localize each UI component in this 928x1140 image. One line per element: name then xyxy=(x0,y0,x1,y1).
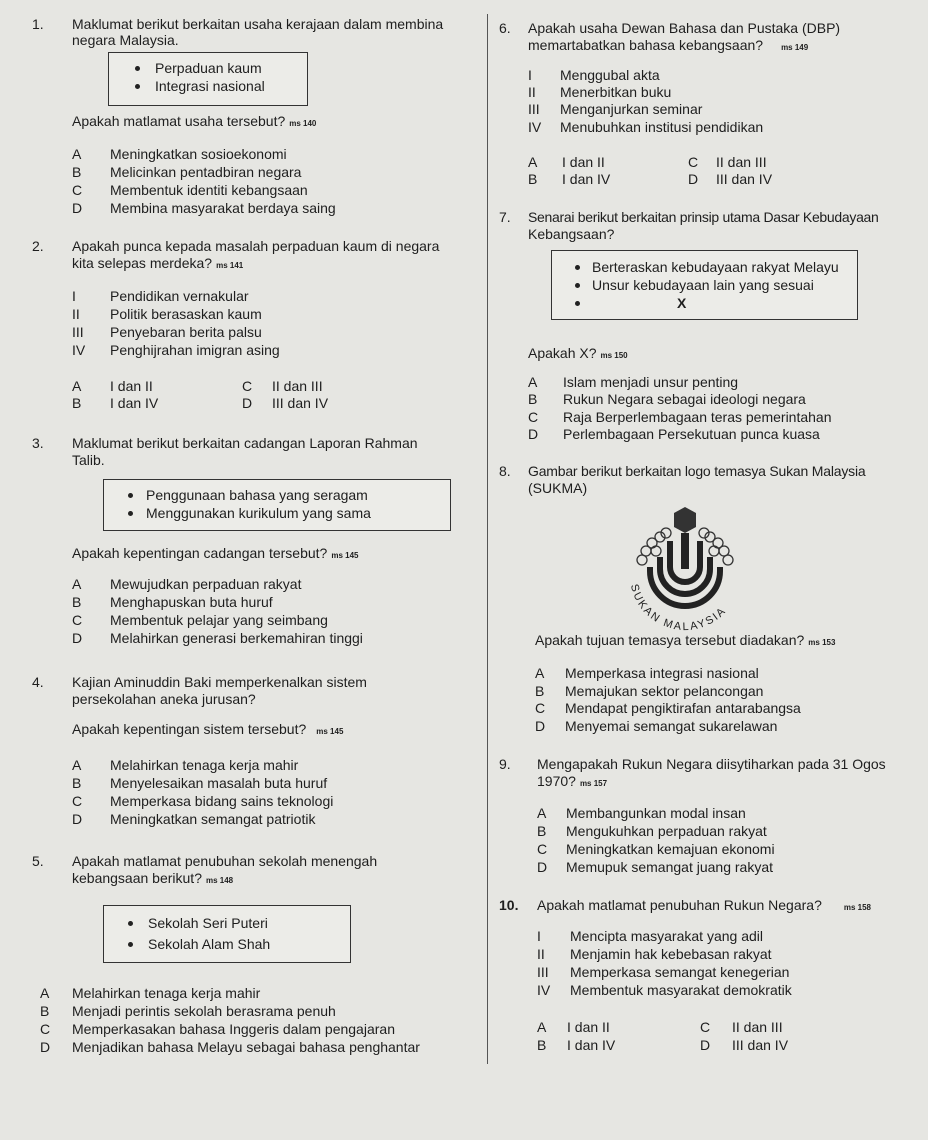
box-item: Sekolah Alam Shah xyxy=(148,936,271,952)
option-d[interactable]: Menjadikan bahasa Melayu sebagai bahasa penghantar xyxy=(72,1039,420,1055)
option-b[interactable]: Melicinkan pentadbiran negara xyxy=(110,164,302,180)
option-d[interactable]: III dan IV xyxy=(716,171,773,187)
option-b[interactable]: Mengukuhkan perpaduan rakyat xyxy=(566,823,767,839)
question-stem: Gambar berikut berkaitan logo temasya Sukan Malaysia xyxy=(528,463,866,479)
box-item: Unsur kebudayaan lain yang sesuai xyxy=(592,277,814,293)
question-stem: Maklumat berikut berkaitan usaha kerajaan dalam membina xyxy=(72,16,444,32)
option-letter: A xyxy=(535,665,545,681)
option-b[interactable]: Menghapuskan buta huruf xyxy=(110,594,273,610)
bullet xyxy=(128,511,133,516)
question-stem: negara Malaysia. xyxy=(72,32,179,48)
option-c[interactable]: Raja Berperlembagaan teras pemerintahan xyxy=(563,409,832,425)
option-letter: C xyxy=(72,612,83,628)
question-stem: Kebangsaan? xyxy=(528,226,615,242)
info-box xyxy=(103,479,451,531)
item-numeral: I xyxy=(528,67,532,83)
question-stem: kita selepas merdeka? ms 141 xyxy=(72,255,244,271)
bullet xyxy=(575,301,580,306)
option-letter: C xyxy=(242,378,253,394)
box-item: Berteraskan kebudayaan rakyat Melayu xyxy=(592,259,839,275)
item-text: Pendidikan vernakular xyxy=(110,288,249,304)
question-number: 1. xyxy=(32,16,44,32)
box-item: Sekolah Seri Puteri xyxy=(148,915,268,931)
option-letter: B xyxy=(72,594,82,610)
bullet xyxy=(135,66,140,71)
option-letter: A xyxy=(72,378,82,394)
item-numeral: I xyxy=(537,928,541,944)
column-divider xyxy=(487,14,488,1064)
item-text: Penghijrahan imigran asing xyxy=(110,342,280,358)
option-letter: C xyxy=(535,700,546,716)
question-number: 4. xyxy=(32,674,44,690)
option-c[interactable]: Membentuk pelajar yang seimbang xyxy=(110,612,328,628)
item-numeral: I xyxy=(72,288,76,304)
option-a[interactable]: Memperkasa integrasi nasional xyxy=(565,665,759,681)
item-numeral: IV xyxy=(528,119,542,135)
item-numeral: III xyxy=(72,324,84,340)
question-number: 8. xyxy=(499,463,511,479)
box-item: Menggunakan kurikulum yang sama xyxy=(146,505,371,521)
option-letter: D xyxy=(688,171,699,187)
option-letter: D xyxy=(537,859,548,875)
box-item: Integrasi nasional xyxy=(155,78,265,94)
option-letter: A xyxy=(528,154,538,170)
option-letter: B xyxy=(535,683,545,699)
question-stem: Maklumat berikut berkaitan cadangan Laporan Rahman xyxy=(72,435,418,451)
question-stem: (SUKMA) xyxy=(528,480,588,496)
question-stem: Talib. xyxy=(72,452,105,468)
option-d[interactable]: Membina masyarakat berdaya saing xyxy=(110,200,336,216)
option-a[interactable]: Membangunkan modal insan xyxy=(566,805,746,821)
option-a[interactable]: I dan II xyxy=(110,378,153,394)
option-c[interactable]: II dan III xyxy=(732,1019,783,1035)
option-letter: B xyxy=(537,1037,547,1053)
option-letter: A xyxy=(72,146,82,162)
option-letter: B xyxy=(72,775,82,791)
bullet xyxy=(128,921,133,926)
option-b[interactable]: Memajukan sektor pelancongan xyxy=(565,683,764,699)
option-d[interactable]: Menyemai semangat sukarelawan xyxy=(565,718,778,734)
item-text: Penyebaran berita palsu xyxy=(110,324,262,340)
option-letter: B xyxy=(72,395,82,411)
question-prompt: Apakah X? ms 150 xyxy=(528,345,628,361)
question-stem: Apakah usaha Dewan Bahasa dan Pustaka (DBP) xyxy=(528,20,841,36)
item-text: Menubuhkan institusi pendidikan xyxy=(560,119,764,135)
question-stem: Senarai berikut berkaitan prinsip utama Dasar Kebudayaan xyxy=(528,209,879,225)
svg-text:SUKAN MALAYSIA: SUKAN MALAYSIA xyxy=(627,582,730,634)
box-item: Penggunaan bahasa yang seragam xyxy=(146,487,368,503)
item-text: Politik berasaskan kaum xyxy=(110,306,262,322)
option-letter: D xyxy=(528,426,539,442)
question-number: 2. xyxy=(32,238,44,254)
question-stem: Apakah punca kepada masalah perpaduan kaum di negara xyxy=(72,238,440,254)
item-numeral: III xyxy=(528,101,540,117)
question-stem: memartabatkan bahasa kebangsaan? ms 149 xyxy=(528,37,809,53)
option-d[interactable]: Melahirkan generasi berkemahiran tinggi xyxy=(110,630,363,646)
option-letter: C xyxy=(72,793,83,809)
option-letter: A xyxy=(40,985,50,1001)
box-item-unknown: X xyxy=(677,295,687,311)
info-box xyxy=(108,52,308,106)
bullet xyxy=(575,283,580,288)
option-letter: D xyxy=(700,1037,711,1053)
item-text: Menggubal akta xyxy=(560,67,660,83)
option-c[interactable]: Mendapat pengiktirafan antarabangsa xyxy=(565,700,801,716)
question-stem: Mengapakah Rukun Negara diisytiharkan pada 31 Ogos xyxy=(537,756,886,772)
option-a[interactable]: Meningkatkan sosioekonomi xyxy=(110,146,287,162)
option-letter: A xyxy=(537,805,547,821)
option-c[interactable]: Meningkatkan kemajuan ekonomi xyxy=(566,841,775,857)
question-prompt: Apakah kepentingan sistem tersebut? ms 145 xyxy=(72,721,344,737)
option-letter: B xyxy=(72,164,82,180)
option-b[interactable]: I dan IV xyxy=(110,395,159,411)
question-prompt: Apakah matlamat usaha tersebut? ms 140 xyxy=(72,113,317,129)
option-letter: C xyxy=(528,409,539,425)
option-letter: C xyxy=(537,841,548,857)
option-b[interactable]: Menyelesaikan masalah buta huruf xyxy=(110,775,328,791)
bullet xyxy=(128,493,133,498)
question-number: 9. xyxy=(499,756,511,772)
option-letter: D xyxy=(40,1039,51,1055)
item-numeral: II xyxy=(528,84,536,100)
sukma-logo xyxy=(620,505,750,635)
option-letter: C xyxy=(700,1019,711,1035)
option-letter: C xyxy=(72,182,83,198)
item-numeral: IV xyxy=(72,342,86,358)
option-b[interactable]: Menjadi perintis sekolah berasrama penuh xyxy=(72,1003,336,1019)
option-a[interactable]: Melahirkan tenaga kerja mahir xyxy=(72,985,261,1001)
option-letter: D xyxy=(242,395,253,411)
box-item: Perpaduan kaum xyxy=(155,60,262,76)
option-letter: D xyxy=(72,630,83,646)
option-letter: D xyxy=(72,200,83,216)
bullet xyxy=(135,84,140,89)
option-c[interactable]: II dan III xyxy=(716,154,767,170)
item-numeral: IV xyxy=(537,982,551,998)
question-prompt: Apakah tujuan temasya tersebut diadakan? ms 153 xyxy=(535,632,836,648)
question-number: 7. xyxy=(499,209,511,225)
option-c[interactable]: Membentuk identiti kebangsaan xyxy=(110,182,308,198)
bullet xyxy=(575,265,580,270)
option-letter: A xyxy=(528,374,538,390)
option-letter: D xyxy=(535,718,546,734)
question-stem: persekolahan aneka jurusan? xyxy=(72,691,256,707)
option-letter: A xyxy=(72,576,82,592)
option-d[interactable]: III dan IV xyxy=(272,395,329,411)
item-text: Memperkasa semangat kenegerian xyxy=(570,964,790,980)
option-letter: A xyxy=(537,1019,547,1035)
bullet xyxy=(128,942,133,947)
option-d[interactable]: III dan IV xyxy=(732,1037,789,1053)
item-numeral: II xyxy=(72,306,80,322)
item-text: Mencipta masyarakat yang adil xyxy=(570,928,763,944)
question-stem: 1970? ms 157 xyxy=(537,773,608,789)
option-a[interactable]: I dan II xyxy=(567,1019,610,1035)
option-letter: B xyxy=(40,1003,50,1019)
option-a[interactable]: I dan II xyxy=(562,154,605,170)
option-b[interactable]: I dan IV xyxy=(567,1037,616,1053)
option-c[interactable]: Memperkasakan bahasa Inggeris dalam pengajaran xyxy=(72,1021,395,1037)
option-b[interactable]: Rukun Negara sebagai ideologi negara xyxy=(563,391,806,407)
question-number: 3. xyxy=(32,435,44,451)
option-letter: C xyxy=(688,154,699,170)
item-text: Menganjurkan seminar xyxy=(560,101,703,117)
option-letter: D xyxy=(72,811,83,827)
option-letter: A xyxy=(72,757,82,773)
option-d[interactable]: Meningkatkan semangat patriotik xyxy=(110,811,316,827)
option-a[interactable]: Mewujudkan perpaduan rakyat xyxy=(110,576,302,592)
item-numeral: II xyxy=(537,946,545,962)
item-text: Menjamin hak kebebasan rakyat xyxy=(570,946,772,962)
info-box xyxy=(551,250,858,320)
question-stem: kebangsaan berikut? ms 148 xyxy=(72,870,234,886)
info-box xyxy=(103,905,351,963)
question-stem: Kajian Aminuddin Baki memperkenalkan sistem xyxy=(72,674,367,690)
question-number: 5. xyxy=(32,853,44,869)
option-b[interactable]: I dan IV xyxy=(562,171,611,187)
question-number: 10. xyxy=(499,897,519,913)
item-text: Menerbitkan buku xyxy=(560,84,672,100)
question-stem: Apakah matlamat penubuhan sekolah menengah xyxy=(72,853,378,869)
option-a[interactable]: Melahirkan tenaga kerja mahir xyxy=(110,757,299,773)
question-stem: Apakah matlamat penubuhan Rukun Negara? ms 158 xyxy=(537,897,872,913)
option-letter: B xyxy=(528,391,538,407)
question-number: 6. xyxy=(499,20,511,36)
item-text: Membentuk masyarakat demokratik xyxy=(570,982,792,998)
option-letter: B xyxy=(537,823,547,839)
option-d[interactable]: Memupuk semangat juang rakyat xyxy=(566,859,773,875)
option-d[interactable]: Perlembagaan Persekutuan punca kuasa xyxy=(563,426,820,442)
question-prompt: Apakah kepentingan cadangan tersebut? ms 145 xyxy=(72,545,359,561)
option-letter: B xyxy=(528,171,538,187)
item-numeral: III xyxy=(537,964,549,980)
option-a[interactable]: Islam menjadi unsur penting xyxy=(563,374,739,390)
option-c[interactable]: II dan III xyxy=(272,378,323,394)
option-letter: C xyxy=(40,1021,51,1037)
option-c[interactable]: Memperkasa bidang sains teknologi xyxy=(110,793,334,809)
